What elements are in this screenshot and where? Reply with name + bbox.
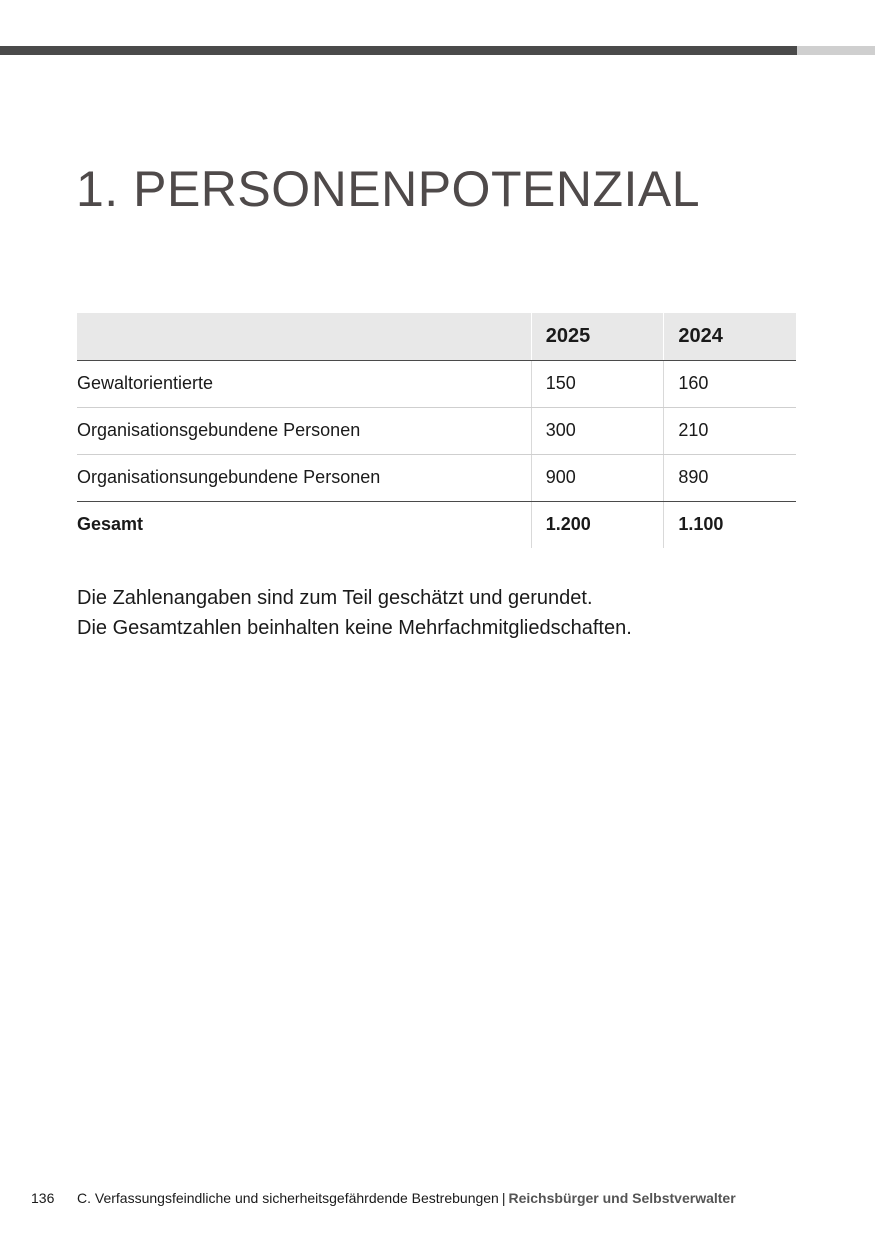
personenpotenzial-table bbox=[77, 313, 796, 548]
total-value-2025: 1.200 bbox=[531, 501, 664, 548]
row-value-2024: 890 bbox=[664, 454, 796, 501]
page-title: 1. PERSONENPOTENZIAL bbox=[76, 161, 701, 217]
page-number: 136 bbox=[31, 1190, 55, 1206]
footer-separator: | bbox=[501, 1190, 506, 1206]
top-bar-light-segment bbox=[797, 46, 875, 55]
table-notes bbox=[77, 583, 632, 643]
total-label: Gesamt bbox=[77, 514, 144, 535]
table-row bbox=[77, 454, 796, 501]
row-value-2024: 210 bbox=[664, 407, 796, 454]
row-label: Organisationsungebundene Personen bbox=[77, 454, 531, 501]
row-value-2025: 150 bbox=[531, 360, 664, 407]
row-label: Organisationsgebundene Personen bbox=[77, 407, 531, 454]
table-row bbox=[77, 360, 796, 407]
top-bar-dark-segment bbox=[0, 46, 797, 55]
header-year-2024: 2024 bbox=[664, 313, 796, 360]
top-decorative-bar bbox=[0, 46, 875, 55]
footer-section: C. Verfassungsfeindliche und sicherheitsgefährdende Bestrebungen bbox=[77, 1190, 499, 1206]
row-value-2024: 160 bbox=[664, 360, 796, 407]
page-footer bbox=[31, 1190, 736, 1206]
table-row bbox=[77, 407, 796, 454]
table-total-row bbox=[77, 501, 796, 548]
note-line: Die Gesamtzahlen beinhalten keine Mehrfachmitgliedschaften. bbox=[77, 617, 632, 639]
row-value-2025: 900 bbox=[531, 454, 664, 501]
footer-subsection: Reichsbürger und Selbstverwalter bbox=[508, 1190, 736, 1206]
note-line: Die Zahlenangaben sind zum Teil geschätzt und gerundet. bbox=[77, 587, 593, 609]
row-value-2025: 300 bbox=[531, 407, 664, 454]
total-value-2024: 1.100 bbox=[664, 501, 796, 548]
header-label-cell bbox=[77, 313, 531, 360]
row-label: Gewaltorientierte bbox=[77, 360, 531, 407]
header-year-2025: 2025 bbox=[531, 313, 664, 360]
table-header-row bbox=[77, 313, 796, 360]
